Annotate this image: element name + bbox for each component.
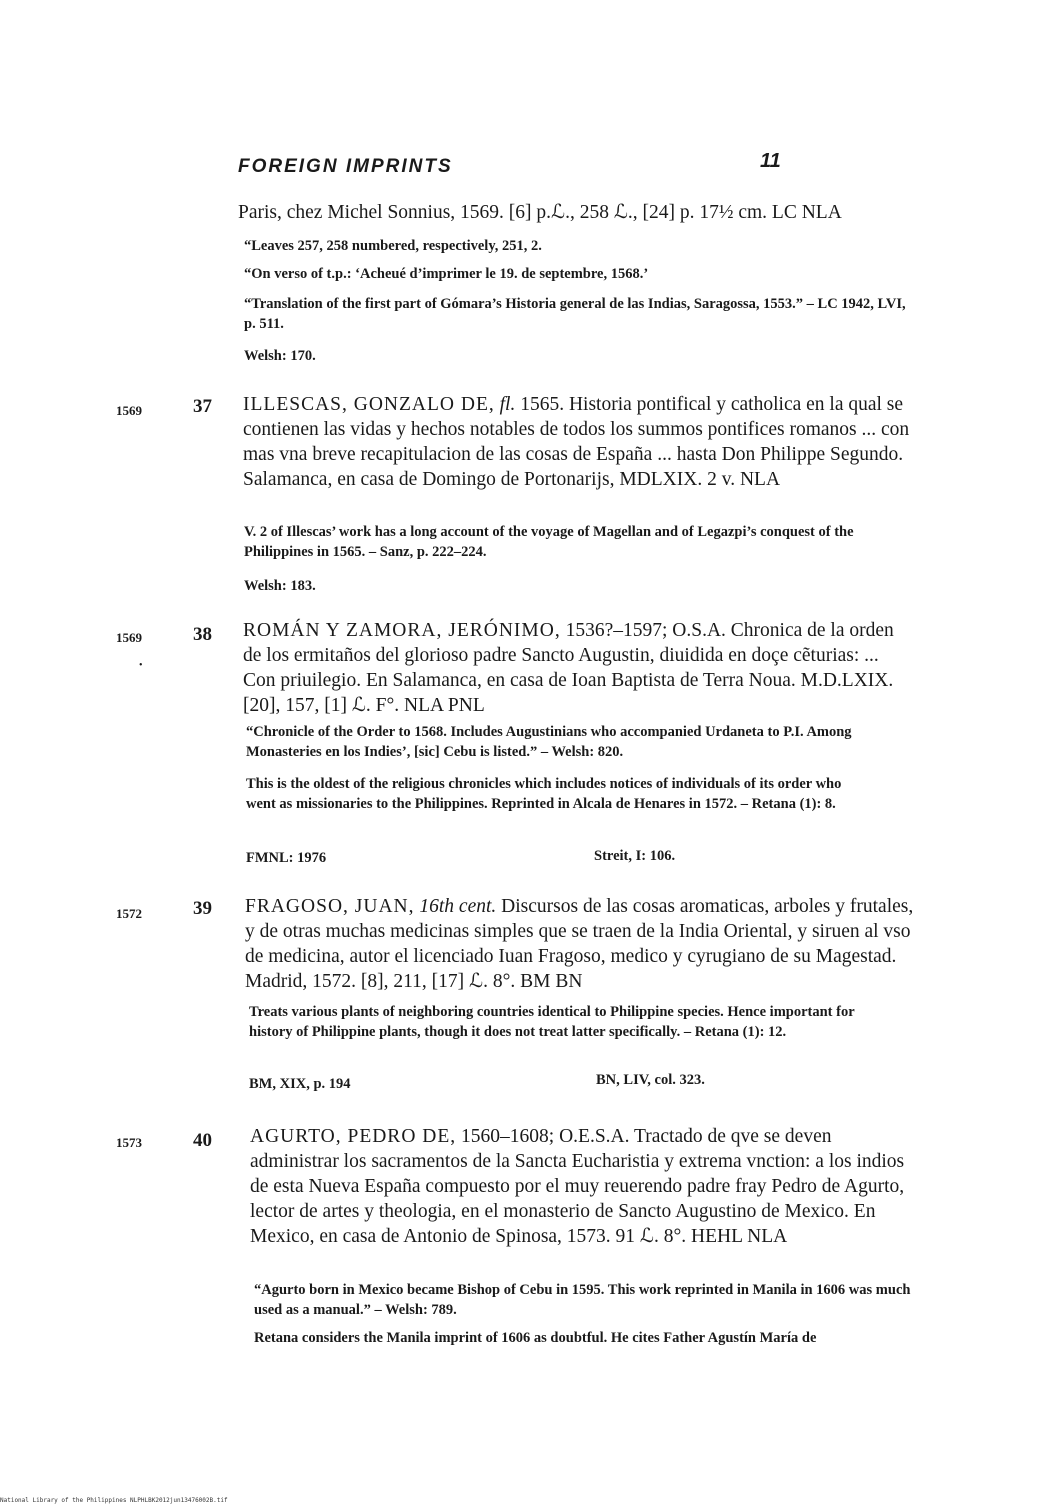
continuation-note: “Leaves 257, 258 numbered, respectively, 251, 2. bbox=[244, 238, 542, 254]
entry-year: 1572 bbox=[116, 906, 142, 921]
page-number: 11 bbox=[760, 150, 781, 172]
continuation-main: Paris, chez Michel Sonnius, 1569. [6] p.ℒ., 258 ℒ., [24] p. 17½ cm. LC NLA bbox=[238, 202, 842, 223]
entry-ref: BN, LIV, col. 323. bbox=[596, 1072, 705, 1088]
entry-note: Welsh: 183. bbox=[244, 578, 316, 594]
entry-number: 38 bbox=[193, 624, 212, 645]
entry-number: 37 bbox=[193, 396, 212, 417]
entry-text: 1536?–1597; O.S.A. Chronica de la orden de los ermitaños del glorioso padre Sancto Augustin, diuidida en doçe cẽturias: ... Con priuilegio. En Salamanca, en casa de Ioan Baptista de Terra Noua. M.D.LXIX. [20], 157, [1] ℒ. F°. NLA PNL bbox=[243, 620, 894, 716]
entry-note: This is the oldest of the religious chronicles which includes notices of individuals of its order who went as missionaries to the Philippines. Reprinted in Alcala de Henares in 1572. – Retana (1): 8. bbox=[246, 776, 842, 812]
entry-main bbox=[243, 392, 915, 492]
entry-main bbox=[250, 1124, 916, 1249]
entry-ref: BM, XIX, p. 194 bbox=[249, 1076, 351, 1092]
entry-note: “Chronicle of the Order to 1568. Includes Augustinians who accompanied Urdaneta to P.I. Among Monasteries en los Indies’, [sic] Cebu is listed.” – Welsh: 820. bbox=[246, 724, 852, 760]
entry-text: 1560–1608; O.E.S.A. Tractado de qve se deven administrar los sacramentos de la Sancta Eucharistia y extrema vnction: a los indios de esta Nueva España compuesto por el muy reuerendo padre fray Pedro de Agurto, lector de artes y theologia, en el monasterio de Sancto Augustino de Mexico. En Mexico, en casa de Antonio de Spinosa, 1573. 91 ℒ. 8°. HEHL NLA bbox=[250, 1126, 905, 1247]
entry-year: 1569 bbox=[116, 630, 142, 645]
entry-note: “Agurto born in Mexico became Bishop of Cebu in 1595. This work reprinted in Manila in 1606 was much used as a manual.” – Welsh: 789. bbox=[254, 1282, 911, 1318]
margin-mark: • bbox=[139, 660, 143, 671]
entry-author: ROMÁN Y ZAMORA, JERÓNIMO, bbox=[243, 620, 561, 641]
entry-author: AGURTO, PEDRO DE, bbox=[250, 1126, 457, 1147]
entry-note: Treats various plants of neighboring countries identical to Philippine species. Hence important for history of Philippine plants, though it does not treat latter specifically. – Retana (1): 12. bbox=[249, 1004, 855, 1040]
entry-year: 1569 bbox=[116, 403, 142, 418]
entry-note: V. 2 of Illescas’ work has a long account of the voyage of Magellan and of Legazpi’s conquest of the Philippines in 1565. – Sanz, p. 222–224. bbox=[244, 524, 854, 560]
continuation-note: Welsh: 170. bbox=[244, 348, 316, 364]
entry-text: Discursos de las cosas aromaticas, arboles y frutales, y de otras muchas medicinas simples que se traen de la India Oriental, y siruen al vso de medicina, autor el licenciado Iuan Fragoso, medico y cyrugiano de su Magestad. Madrid, 1572. [8], 211, [17] ℒ. 8°. BM BN bbox=[245, 896, 914, 992]
continuation-note: “On verso of t.p.: ‘Acheué d’imprimer le 19. de septembre, 1568.’ bbox=[244, 266, 649, 282]
entry-ref: Streit, I: 106. bbox=[594, 848, 676, 864]
entry-ref: FMNL: 1976 bbox=[246, 850, 327, 866]
entry-year: 1573 bbox=[116, 1135, 142, 1150]
entry-text: 1565. Historia pontifical y catholica en la qual se contienen las vidas y hechos notables de todos los summos pontifices romanos ... con mas vna breve recapitulacion de las cosas de España ... hasta Don Philippe Segundo. Salamanca, en casa de Domingo de Portonarijs, MDLXIX. 2 v. NLA bbox=[243, 394, 910, 490]
entry-author: FRAGOSO, JUAN, bbox=[245, 896, 415, 917]
scan-footer: National Library of the Philippines NLPHLBK2012jun13476002B.tif bbox=[0, 1497, 228, 1504]
entry-main bbox=[245, 894, 917, 994]
entry-author-suffix: 16th cent. bbox=[414, 896, 497, 917]
entry-number: 40 bbox=[193, 1130, 212, 1151]
entry-note: Retana considers the Manila imprint of 1606 as doubtful. He cites Father Agustín María de bbox=[254, 1330, 817, 1346]
entry-author-suffix: fl. bbox=[494, 394, 516, 415]
continuation-note: “Translation of the first part of Gómara’s Historia general de las Indias, Saragossa, 1553.” – LC 1942, LVI, p. 511. bbox=[244, 296, 906, 332]
entry-author: ILLESCAS, GONZALO DE, bbox=[243, 394, 495, 415]
entry-main bbox=[243, 618, 915, 718]
entry-number: 39 bbox=[193, 898, 212, 919]
running-header-title: FOREIGN IMPRINTS bbox=[238, 156, 453, 177]
